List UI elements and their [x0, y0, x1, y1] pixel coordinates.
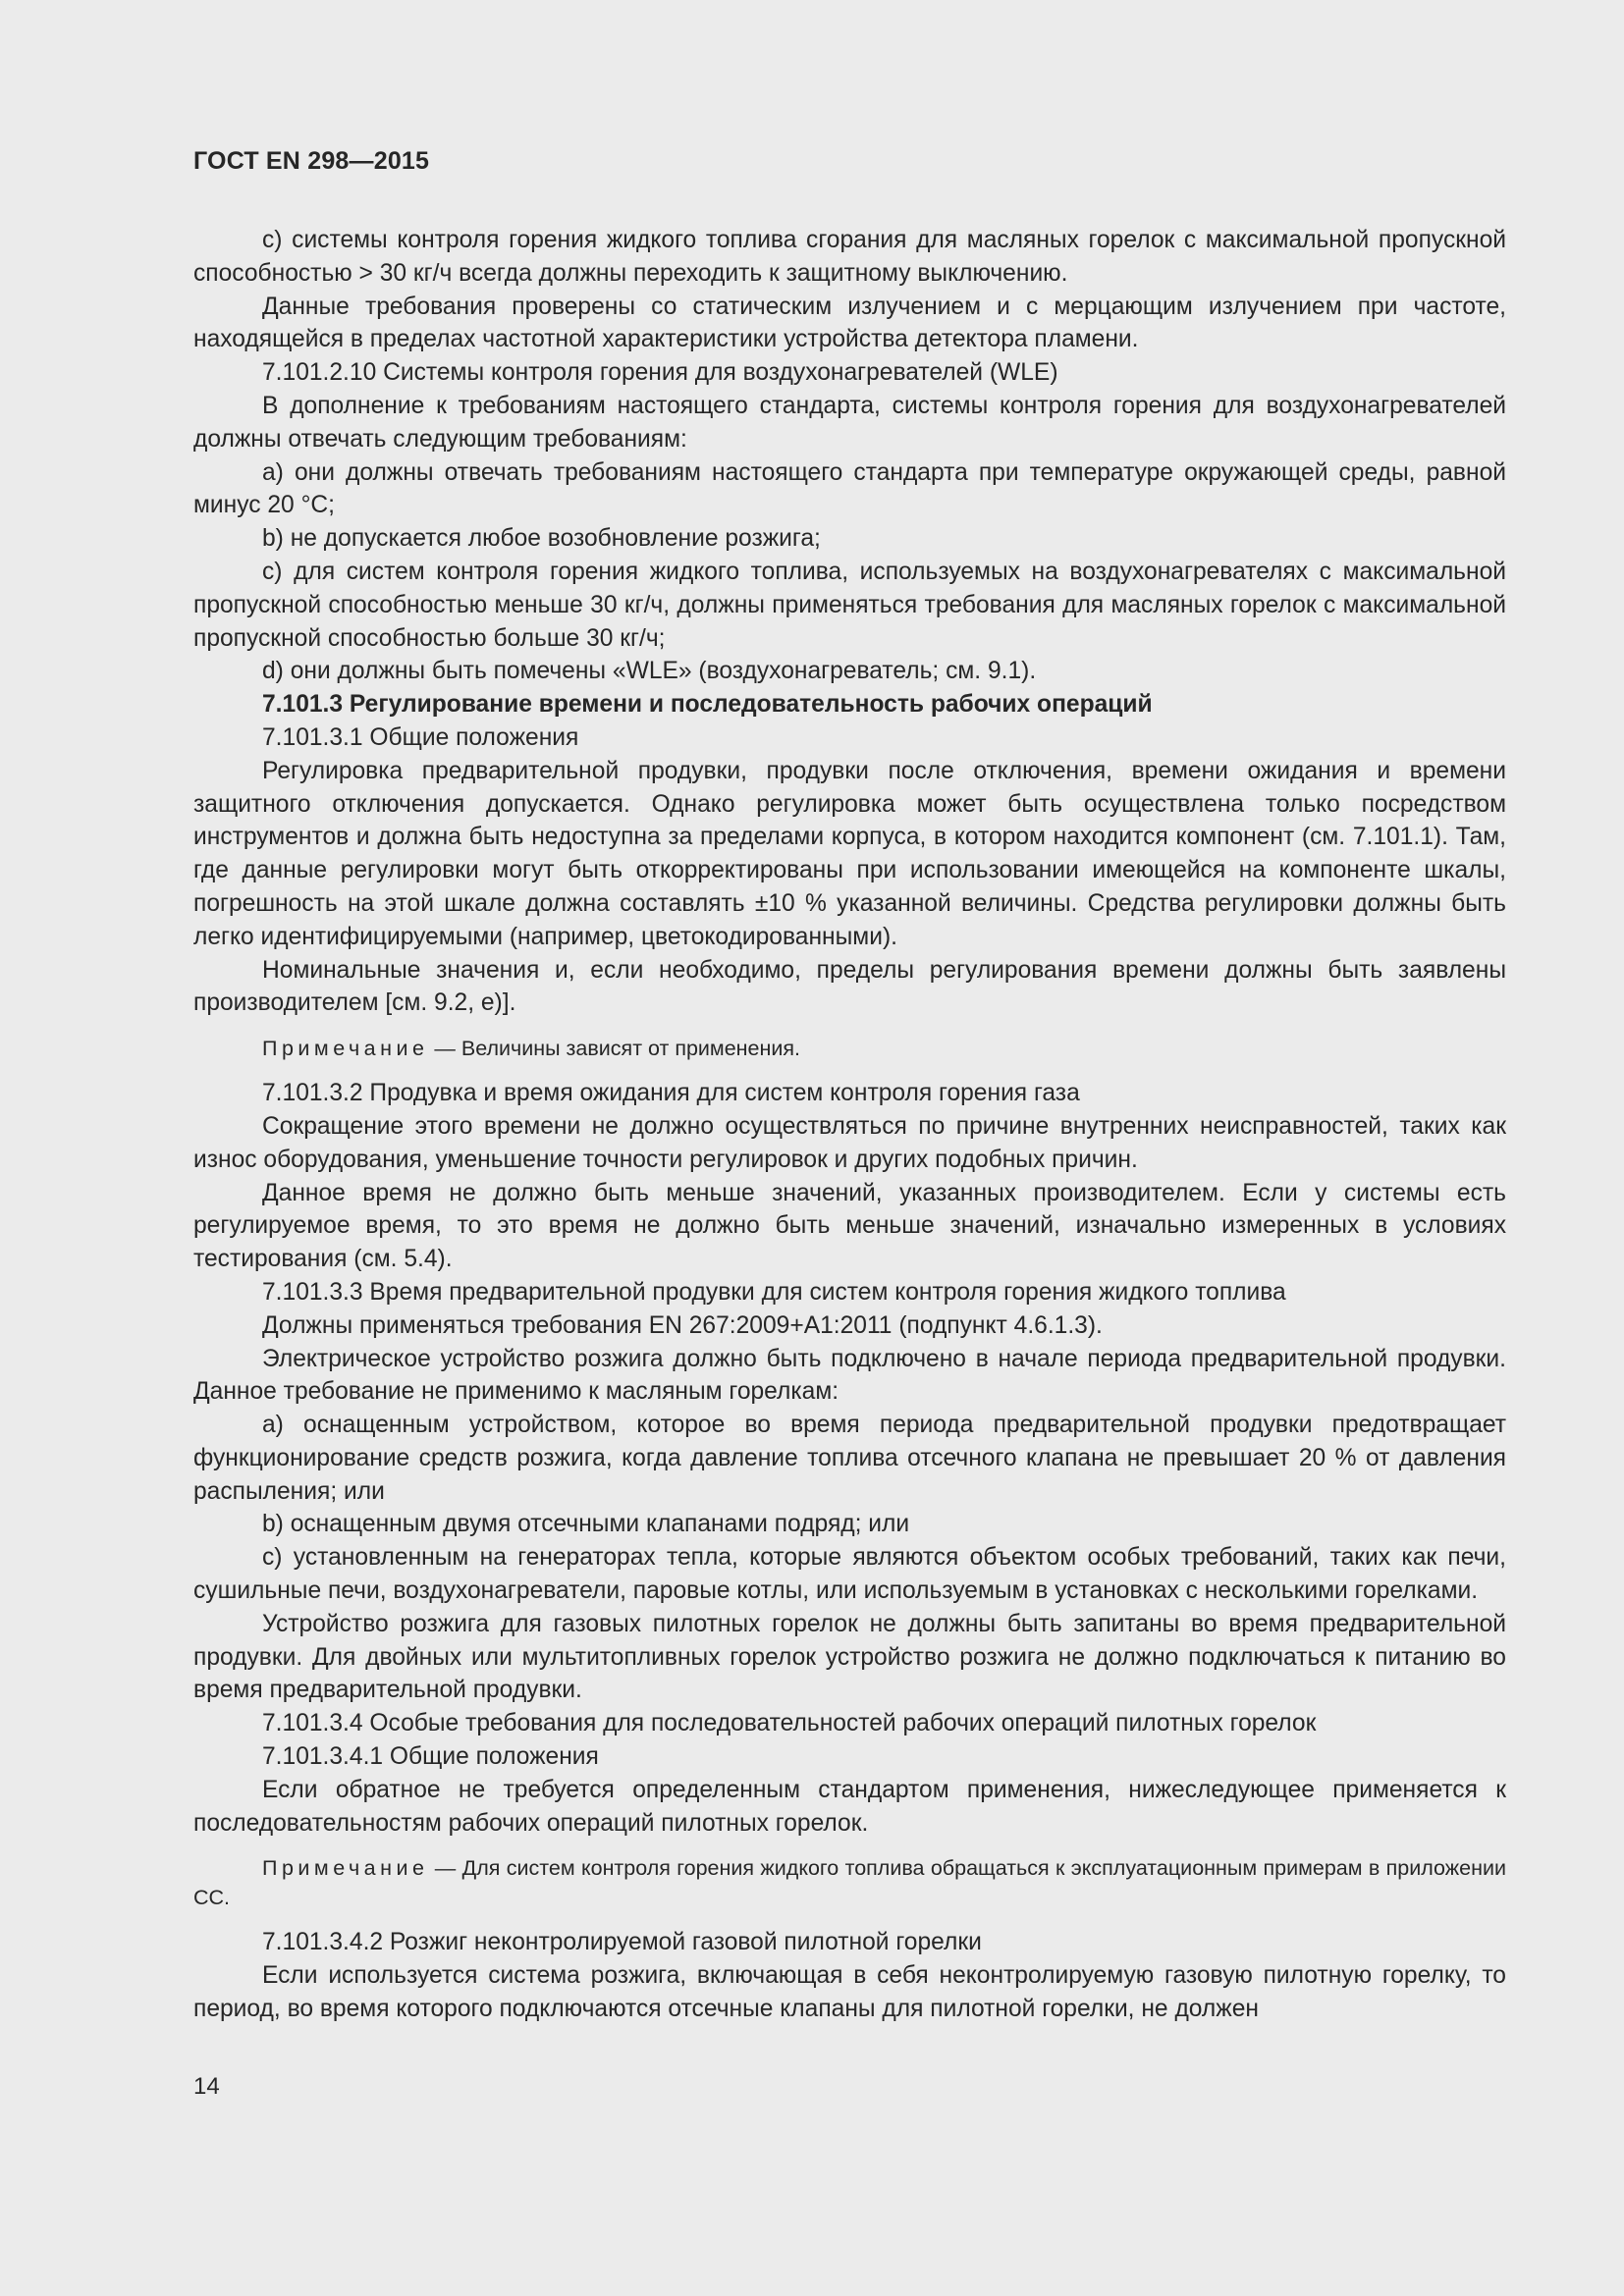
document-header: ГОСТ EN 298—2015: [193, 147, 430, 175]
list-item: b) не допускается любое возобновление розжига;: [262, 525, 821, 553]
section-heading: 7.101.2.10 Системы контроля горения для воздухонагревателей (WLE): [262, 359, 1058, 387]
list-item: с) установленным на генераторах тепла, которые являются объектом особых требований, таких как печи, сушильные печи, воздухонагреватели, паровые котлы, или используемым в установках с несколькими горелками.: [193, 1544, 1506, 1605]
paragraph: Сокращение этого времени не должно осуществляться по причине внутренних неисправностей, таких как износ оборудования, уменьшение точности регулировок и других подобных причин.: [193, 1112, 1506, 1173]
list-item: а) оснащенным устройством, которое во время периода предварительной продувки предотвращает функционирование средств розжига, когда давление топлива отсечного клапана не превышает 20 % от давления распыления; или: [193, 1412, 1506, 1505]
page-number: 14: [193, 2073, 220, 2100]
section-heading-bold: 7.101.3 Регулирование времени и последовательность рабочих операций: [262, 691, 1153, 719]
paragraph: Данное время не должно быть меньше значений, указанных производителем. Если у системы есть регулируемое время, то это время не должно быть меньше значений, изначально измеренных в условиях тестирования (см. 5.4).: [193, 1179, 1506, 1273]
note: [193, 1853, 1506, 1912]
paragraph: с) системы контроля горения жидкого топлива сгорания для масляных горелок с максимальной пропускной способностью > 30 кг/ч всегда должны переходить к защитному выключению.: [193, 227, 1506, 287]
list-item: с) для систем контроля горения жидкого топлива, используемых на воздухонагревателях с максимальной пропускной способностью меньше 30 кг/ч, должны применяться требования для масляных горелок с максимальной пропускной способностью больше 30 кг/ч;: [193, 558, 1506, 652]
section-heading: 7.101.3.2 Продувка и время ожидания для систем контроля горения газа: [262, 1080, 1080, 1107]
note: [193, 1034, 1506, 1063]
paragraph: В дополнение к требованиям настоящего стандарта, системы контроля горения для воздухонагревателей должны отвечать следующим требованиям:: [193, 392, 1506, 453]
paragraph: Данные требования проверены со статическим излучением и с мерцающим излучением при частоте, находящейся в пределах частотной характеристики устройства детектора пламени.: [193, 293, 1506, 353]
note-text: — Для систем контроля горения жидкого топлива обращаться к эксплуатационным примерам в приложении СС.: [193, 1856, 1506, 1910]
paragraph: Если обратное не требуется определенным стандартом применения, нижеследующее применяется к последовательностям рабочих операций пилотных горелок.: [193, 1776, 1506, 1837]
paragraph: Должны применяться требования EN 267:2009+A1:2011 (подпункт 4.6.1.3).: [262, 1311, 1103, 1339]
section-heading: 7.101.3.4 Особые требования для последовательностей рабочих операций пилотных горелок: [262, 1710, 1317, 1737]
list-item: а) они должны отвечать требованиям настоящего стандарта при температуре окружающей среды, равной минус 20 °С;: [193, 458, 1506, 519]
paragraph: Регулировка предварительной продувки, продувки после отключения, времени ожидания и времени защитного отключения допускается. Однако регулировка может быть осуществлена только посредством инструментов и должна быть недоступна за пределами корпуса, в котором находится компонент (см. 7.101.1). Там, где данные регулировки могут быть откорректированы при использовании имеющейся на компоненте шкалы, погрешность на этой шкале должна составлять ±10 % указанной величины. Средства регулировки должны быть легко идентифицируемыми (например, цветокодированными).: [193, 757, 1506, 950]
paragraph: Устройство розжига для газовых пилотных горелок не должны быть запитаны во время предварительной продувки. Для двойных или мультитопливных горелок устройство розжига не должно подключаться к питанию во время предварительной продувки.: [193, 1610, 1506, 1704]
page-content: [193, 224, 1506, 2026]
list-item: d) они должны быть помечены «WLE» (воздухонагреватель; см. 9.1).: [262, 658, 1037, 685]
section-heading: 7.101.3.4.1 Общие положения: [262, 1743, 599, 1771]
section-heading: 7.101.3.4.2 Розжиг неконтролируемой газовой пилотной горелки: [262, 1929, 982, 1956]
note-label: Примечание: [262, 1856, 429, 1881]
note-label: Примечание: [262, 1037, 429, 1061]
paragraph: Электрическое устройство розжига должно быть подключено в начале периода предварительной продувки. Данное требование не применимо к масляным горелкам:: [193, 1345, 1506, 1406]
paragraph: Если используется система розжига, включающая в себя неконтролируемую газовую пилотную горелку, то период, во время которого подключаются отсечные клапаны для пилотной горелки, не должен: [193, 1962, 1506, 2023]
section-heading: 7.101.3.1 Общие положения: [262, 723, 579, 751]
paragraph: Номинальные значения и, если необходимо, пределы регулирования времени должны быть заявлены производителем [см. 9.2, е)].: [193, 956, 1506, 1017]
note-text: — Величины зависят от применения.: [428, 1037, 800, 1061]
list-item: b) оснащенным двумя отсечными клапанами подряд; или: [262, 1511, 910, 1538]
section-heading: 7.101.3.3 Время предварительной продувки для систем контроля горения жидкого топлива: [262, 1278, 1286, 1306]
